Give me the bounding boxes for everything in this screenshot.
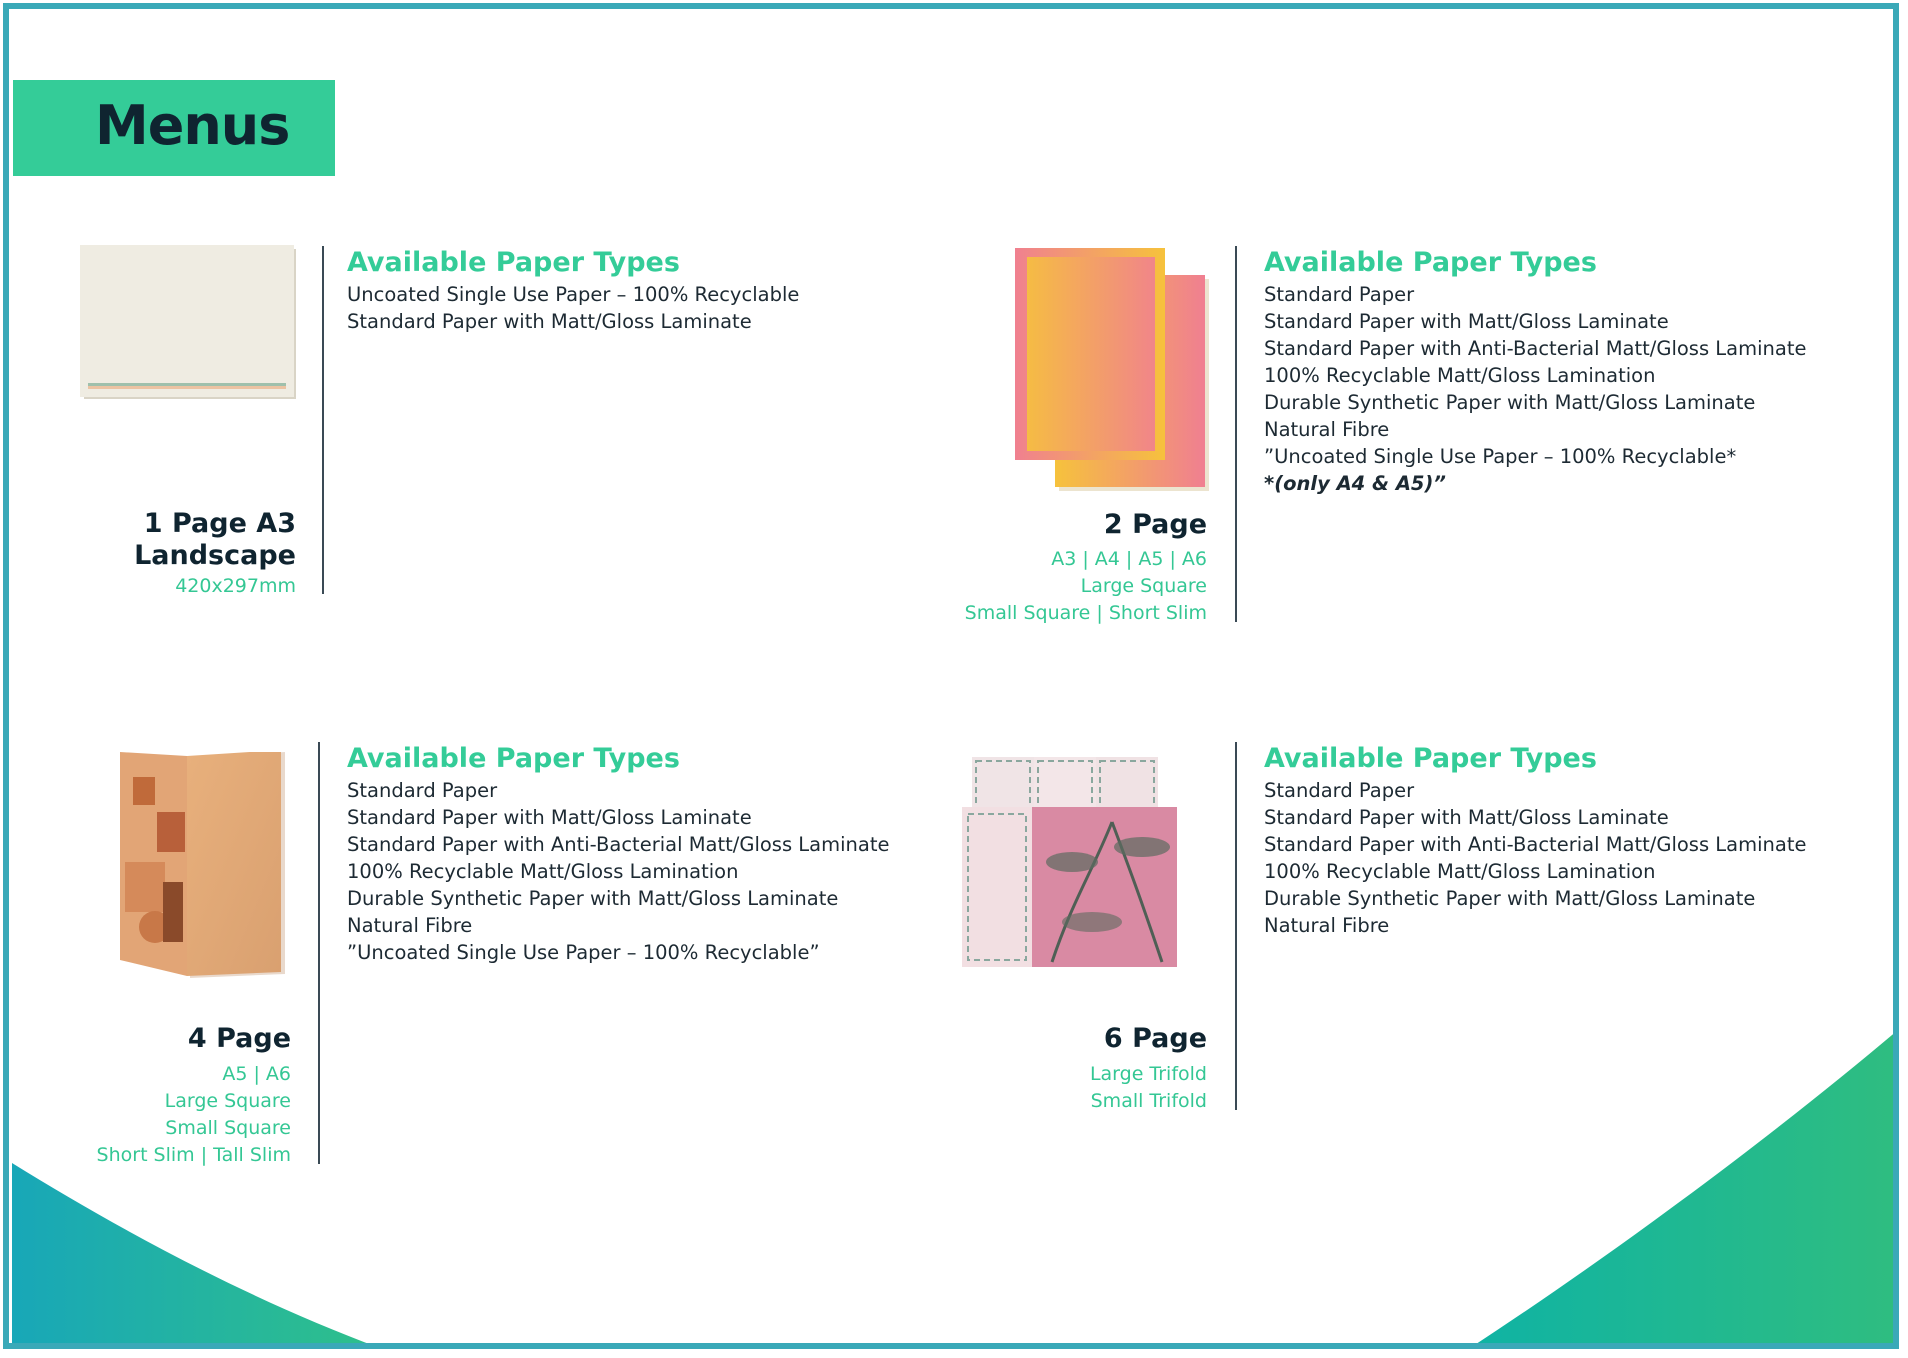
divider: [1235, 246, 1237, 622]
list-item: Durable Synthetic Paper with Matt/Gloss Laminate: [1264, 887, 1756, 910]
list-item: Standard Paper: [347, 779, 498, 802]
list-item: Uncoated Single Use Paper – 100% Recyclable: [347, 283, 800, 306]
section-1-sizes: 420x297mm: [175, 575, 296, 597]
section-4-name: 6 Page: [1103, 1023, 1207, 1054]
list-item: ”Uncoated Single Use Paper – 100% Recyclable*: [1264, 445, 1737, 468]
list-note: *(only A4 & A5)”: [1264, 472, 1446, 495]
list-item: Natural Fibre: [1264, 914, 1390, 937]
list-item: Standard Paper: [1264, 779, 1415, 802]
pattern-strip: [88, 383, 286, 389]
paper-types-list: [1264, 777, 1807, 939]
list-item: 100% Recyclable Matt/Gloss Lamination: [1264, 364, 1656, 387]
paper-types-list: [347, 777, 890, 966]
section-2-name: 2 Page: [1103, 509, 1207, 540]
divider: [322, 246, 324, 594]
list-item: Durable Synthetic Paper with Matt/Gloss Laminate: [347, 887, 839, 910]
divider: [1235, 742, 1237, 1110]
list-item: Standard Paper with Matt/Gloss Laminate: [1264, 310, 1669, 333]
page-title: Menus: [95, 94, 290, 157]
list-item: Natural Fibre: [347, 914, 473, 937]
list-item: Standard Paper with Matt/Gloss Laminate: [347, 806, 752, 829]
list-item: Standard Paper with Matt/Gloss Laminate: [347, 310, 752, 333]
paper-types-title: Available Paper Types: [1264, 743, 1597, 774]
paper-types-title: Available Paper Types: [347, 247, 680, 278]
list-item: Durable Synthetic Paper with Matt/Gloss Laminate: [1264, 391, 1756, 414]
section-1-name: 1 Page A3 Landscape: [134, 508, 296, 571]
menu-1-page-thumbnail: [80, 245, 300, 405]
section-2-sizes: A3 | A4 | A5 | A6 Large Square Small Square | Short Slim: [964, 548, 1207, 624]
paper-types-title: Available Paper Types: [1264, 247, 1597, 278]
section-3-name: 4 Page: [187, 1023, 291, 1054]
list-item: ”Uncoated Single Use Paper – 100% Recyclable”: [347, 941, 820, 964]
list-item: Standard Paper with Anti-Bacterial Matt/Gloss Laminate: [1264, 833, 1807, 856]
list-item: Natural Fibre: [1264, 418, 1390, 441]
paper-types-title: Available Paper Types: [347, 743, 680, 774]
menu-2-page-thumbnail: [1015, 245, 1215, 495]
divider: [318, 742, 320, 1164]
list-item: Standard Paper with Anti-Bacterial Matt/Gloss Laminate: [347, 833, 890, 856]
list-item: Standard Paper: [1264, 283, 1415, 306]
section-4-sizes: Large Trifold Small Trifold: [1089, 1063, 1207, 1112]
list-item: 100% Recyclable Matt/Gloss Lamination: [347, 860, 739, 883]
paper-types-list: [347, 281, 799, 335]
list-item: Standard Paper with Matt/Gloss Laminate: [1264, 806, 1669, 829]
list-item: Standard Paper with Anti-Bacterial Matt/Gloss Laminate: [1264, 337, 1807, 360]
menu-6-page-thumbnail: [962, 752, 1212, 972]
section-3-sizes: A5 | A6 Large Square Small Square Short Slim | Tall Slim: [96, 1063, 291, 1166]
list-item: 100% Recyclable Matt/Gloss Lamination: [1264, 860, 1656, 883]
paper-types-list: [1264, 281, 1807, 497]
menu-4-page-thumbnail: [115, 752, 290, 982]
